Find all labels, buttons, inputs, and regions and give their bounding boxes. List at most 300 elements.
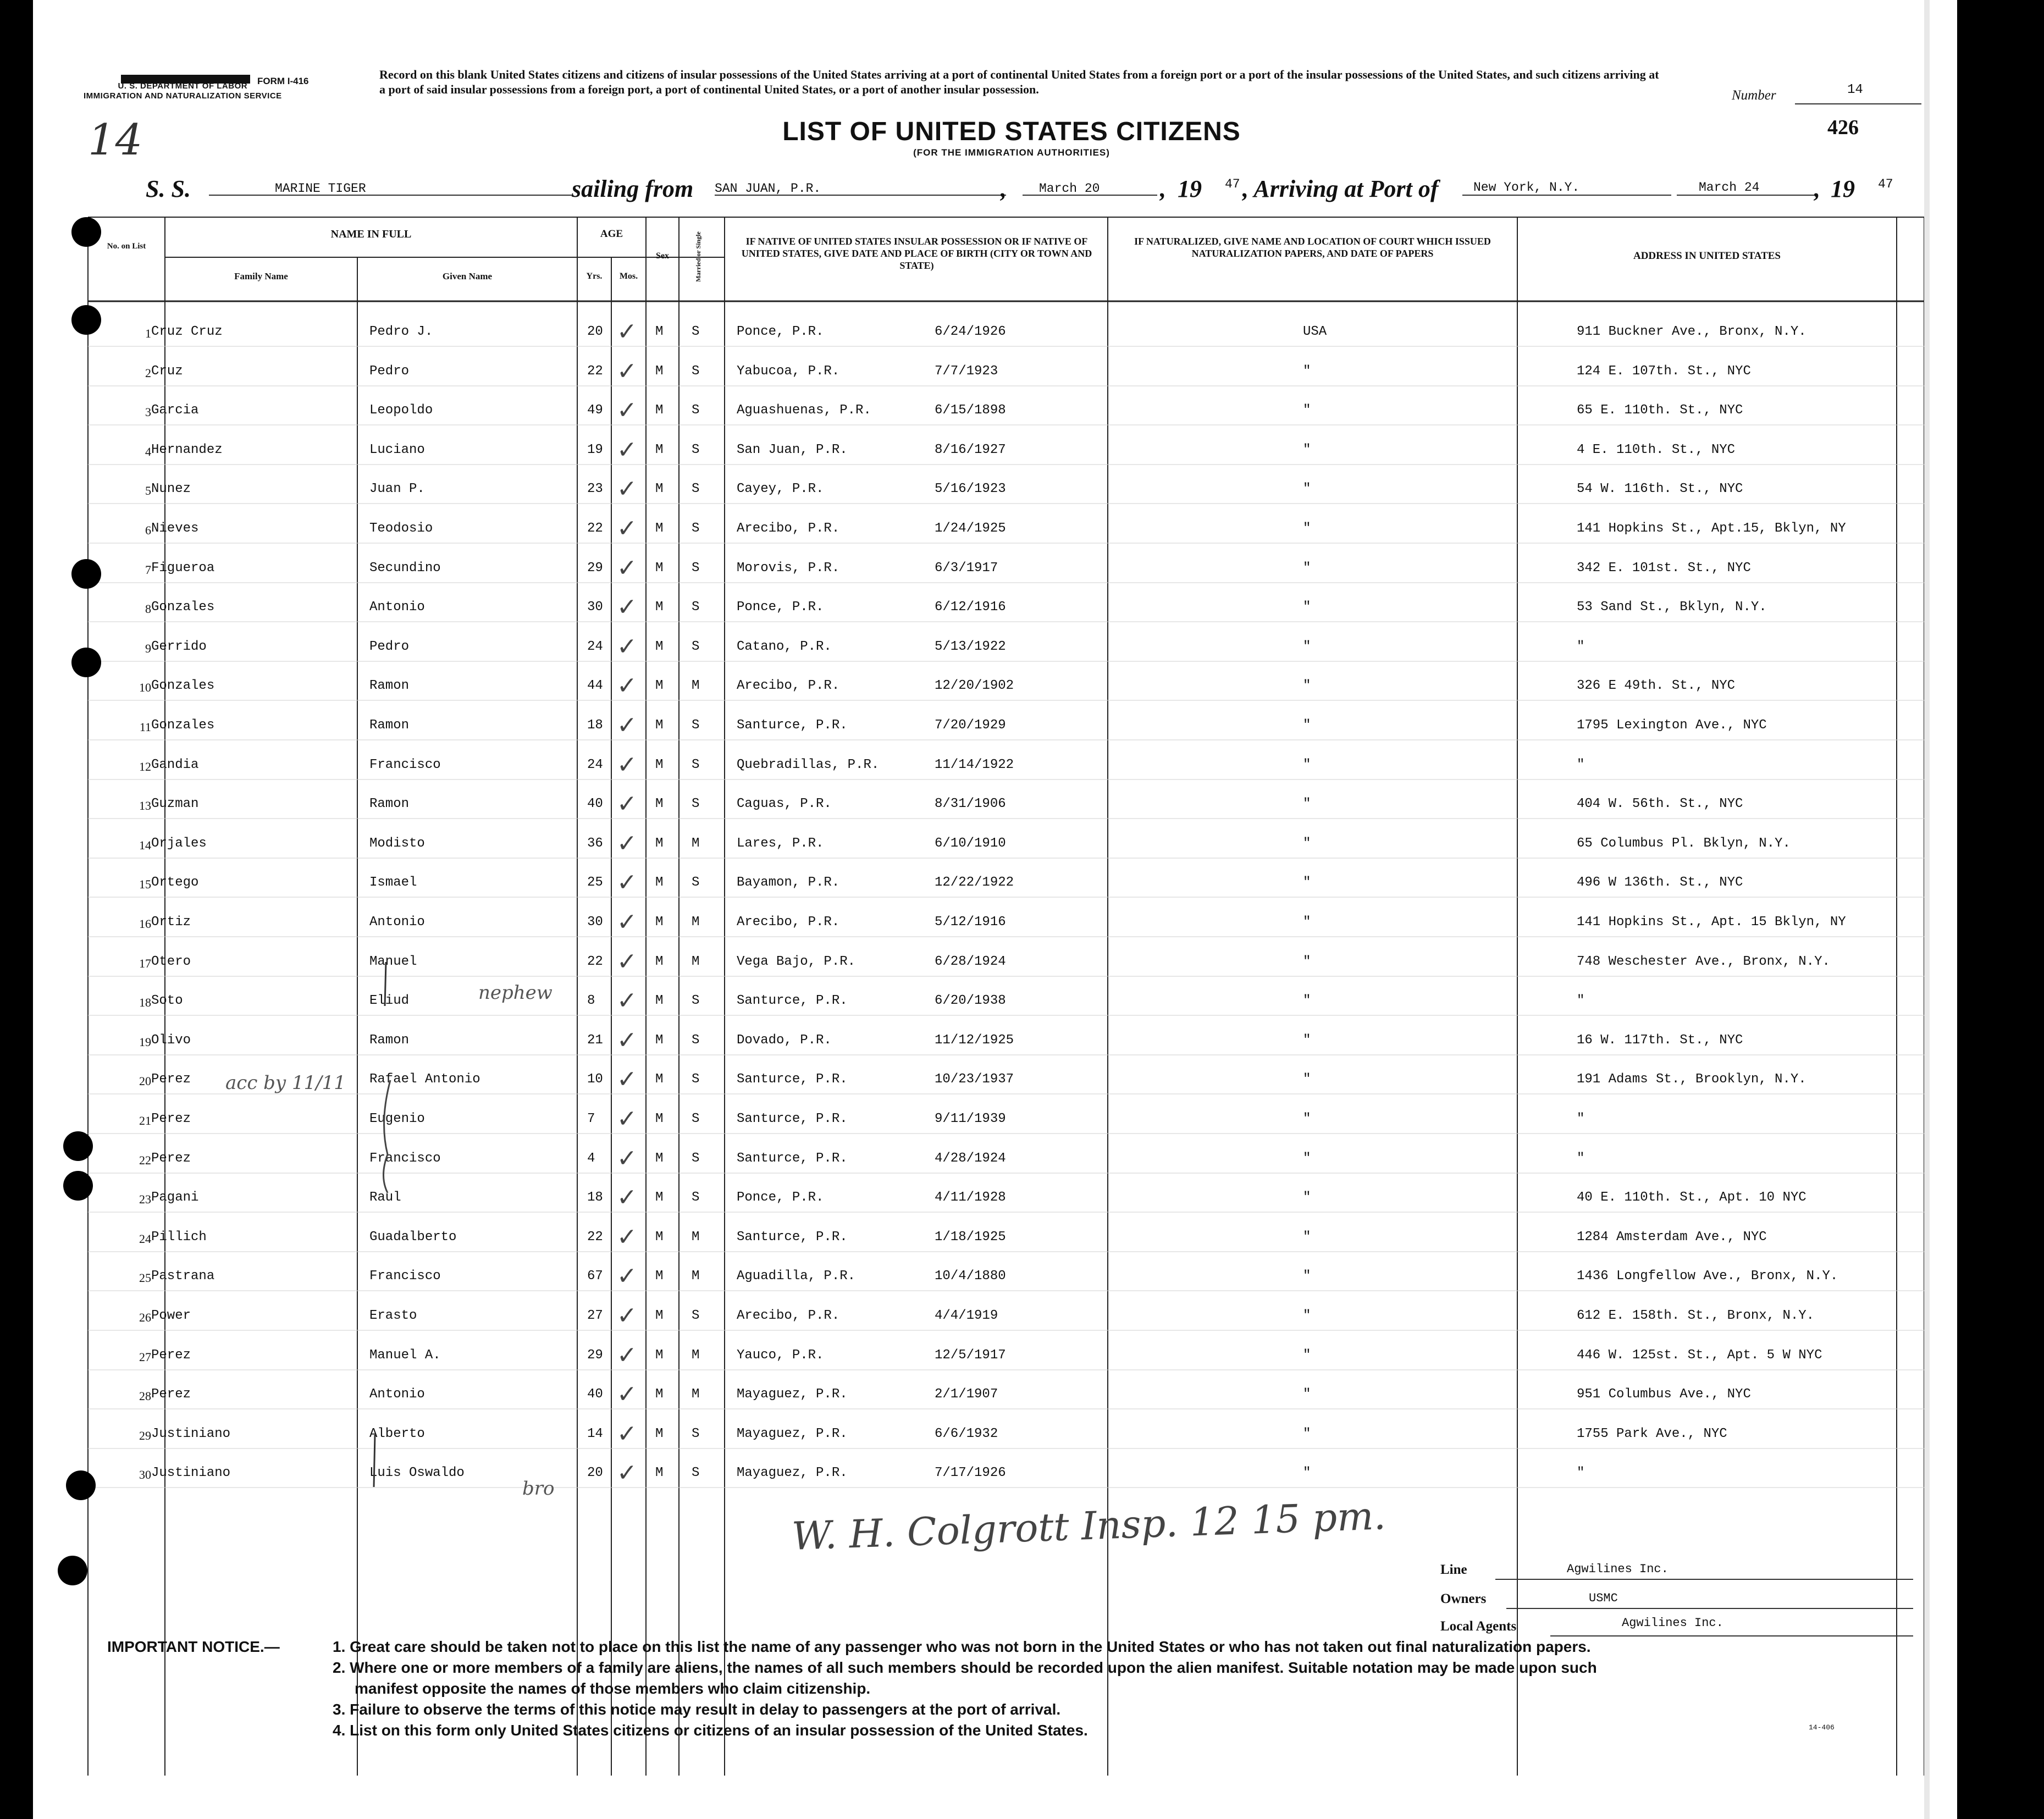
sex-cell: M <box>655 1112 664 1126</box>
given-name-cell: Pedro <box>369 363 410 379</box>
sail-year-prefix: 19 <box>1178 175 1202 202</box>
age-cell: 18 <box>587 718 603 733</box>
address-cell: 1436 Longfellow Ave., Bronx, N.Y. <box>1577 1269 1838 1284</box>
row-number: 7 <box>145 562 151 577</box>
check-mark-icon: ✓ <box>617 1302 637 1329</box>
agency-name: U. S. DEPARTMENT OF LABOR <box>118 81 248 91</box>
age-cell: 18 <box>587 1190 603 1206</box>
given-name-cell: Modisto <box>369 836 425 851</box>
check-mark-icon: ✓ <box>617 751 637 778</box>
family-name-cell: Guzman <box>151 797 199 812</box>
notice-item-3: 3. Failure to observe the terms of this notice may result in delay to passengers at the port of arrival. <box>333 1701 1061 1718</box>
marital-status-cell: S <box>692 324 700 339</box>
marital-status-cell: S <box>692 1112 700 1126</box>
check-mark-icon: ✓ <box>617 830 637 857</box>
given-name-cell: Ismael <box>369 875 417 891</box>
age-cell: 25 <box>587 875 603 891</box>
birth-date-cell: 6/28/1924 <box>935 954 1006 969</box>
given-name-cell: Guadalberto <box>369 1229 457 1245</box>
check-mark-icon: ✓ <box>617 633 637 660</box>
sex-cell: M <box>655 1347 664 1363</box>
birthplace-cell: Quebradillas, P.R. <box>737 757 880 772</box>
check-mark-icon: ✓ <box>617 1341 637 1369</box>
notice-item-1: 1. Great care should be taken not to place on this list the name of any passenger who was not born in the United States or who has not taken out final naturalization papers. <box>333 1638 1591 1655</box>
birthplace-cell: Santurce, P.R. <box>737 1151 848 1166</box>
marital-status-cell: S <box>692 1032 700 1048</box>
birth-date-cell: 8/16/1927 <box>935 442 1006 457</box>
check-mark-icon: ✓ <box>617 1145 637 1172</box>
row-number: 25 <box>139 1271 151 1285</box>
marital-status-cell: M <box>692 1229 700 1245</box>
family-name-cell: Soto <box>151 993 183 1009</box>
sex-cell: M <box>655 560 664 576</box>
marital-status-cell: S <box>692 521 700 536</box>
address-cell: 40 E. 110th. St., Apt. 10 NYC <box>1577 1190 1807 1206</box>
given-name-cell: Francisco <box>369 757 441 772</box>
col-mos-header: Mos. <box>619 272 638 281</box>
naturalization-cell: " <box>1303 1269 1311 1284</box>
sex-cell: M <box>655 1269 664 1284</box>
sex-cell: M <box>655 1387 664 1402</box>
age-cell: 30 <box>587 915 603 930</box>
birthplace-cell: Aguashuenas, P.R. <box>737 403 871 418</box>
address-cell: 326 E 49th. St., NYC <box>1577 678 1736 694</box>
family-name-cell: Perez <box>151 1072 191 1087</box>
address-cell: 1795 Lexington Ave., NYC <box>1577 718 1767 733</box>
birth-date-cell: 8/31/1906 <box>935 797 1006 812</box>
birthplace-cell: Bayamon, P.R. <box>737 875 840 891</box>
row-number: 9 <box>145 641 151 655</box>
marital-status-cell: S <box>692 1072 700 1087</box>
birthplace-cell: Vega Bajo, P.R. <box>737 954 856 969</box>
marital-status-cell: S <box>692 875 700 891</box>
birth-date-cell: 7/7/1923 <box>935 363 998 379</box>
arrival-port: New York, N.Y. <box>1473 180 1580 195</box>
birthplace-cell: Aguadilla, P.R. <box>737 1269 856 1284</box>
naturalization-cell: USA <box>1303 324 1327 339</box>
birth-date-cell: 9/11/1939 <box>935 1112 1006 1126</box>
birthplace-cell: Catano, P.R. <box>737 639 832 654</box>
family-name-cell: Justiniano <box>151 1466 231 1481</box>
birth-date-cell: 1/18/1925 <box>935 1229 1006 1245</box>
row-number: 16 <box>139 917 151 931</box>
given-name-cell: Antonio <box>369 1387 425 1402</box>
naturalization-cell: " <box>1303 836 1311 851</box>
family-name-cell: Gonzales <box>151 678 215 694</box>
marital-status-cell: S <box>692 482 700 497</box>
marital-status-cell: S <box>692 797 700 812</box>
marital-status-cell: S <box>692 993 700 1009</box>
marital-status-cell: M <box>692 836 700 851</box>
check-mark-icon: ✓ <box>617 1026 637 1054</box>
marital-status-cell: S <box>692 1190 700 1206</box>
punch-hole <box>71 648 101 677</box>
family-name-cell: Nunez <box>151 482 191 497</box>
naturalization-cell: " <box>1303 1387 1311 1402</box>
address-cell: 748 Weschester Ave., Bronx, N.Y. <box>1577 954 1830 969</box>
naturalization-cell: " <box>1303 560 1311 576</box>
naturalization-cell: " <box>1303 1151 1311 1166</box>
birthplace-cell: Santurce, P.R. <box>737 993 848 1009</box>
address-cell: 446 W. 125st. St., Apt. 5 W NYC <box>1577 1347 1822 1363</box>
age-cell: 4 <box>587 1151 595 1166</box>
row-number: 27 <box>139 1350 151 1364</box>
family-bracket-marks-2 <box>363 1432 385 1492</box>
handwritten-accompanied: acc by 11/11 <box>225 1072 346 1094</box>
marital-status-cell: S <box>692 403 700 418</box>
address-cell: 496 W 136th. St., NYC <box>1577 875 1743 891</box>
marital-status-cell: S <box>692 1466 700 1481</box>
naturalization-cell: " <box>1303 1347 1311 1363</box>
marital-status-cell: M <box>692 1387 700 1402</box>
family-name-cell: Orjales <box>151 836 207 851</box>
birth-date-cell: 6/15/1898 <box>935 403 1006 418</box>
check-mark-icon: ✓ <box>617 357 637 385</box>
given-name-cell: Eliud <box>369 993 410 1009</box>
birth-date-cell: 6/10/1910 <box>935 836 1006 851</box>
punch-hole <box>71 217 101 247</box>
family-name-cell: Pastrana <box>151 1269 215 1284</box>
age-cell: 23 <box>587 482 603 497</box>
agents-value: Agwilines Inc. <box>1622 1616 1723 1630</box>
marital-status-cell: S <box>692 718 700 733</box>
sex-cell: M <box>655 482 664 497</box>
birthplace-cell: Ponce, P.R. <box>737 1190 824 1206</box>
birthplace-cell: Yabucoa, P.R. <box>737 363 840 379</box>
number-label: Number <box>1732 88 1776 103</box>
given-name-cell: Eugenio <box>369 1112 425 1126</box>
given-name-cell: Juan P. <box>369 482 425 497</box>
birthplace-cell: San Juan, P.R. <box>737 442 848 457</box>
age-cell: 8 <box>587 993 595 1009</box>
sex-cell: M <box>655 324 664 339</box>
birth-date-cell: 5/13/1922 <box>935 639 1006 654</box>
sailing-label: sailing from <box>572 175 694 202</box>
age-cell: 36 <box>587 836 603 851</box>
naturalization-cell: " <box>1303 1466 1311 1481</box>
marital-status-cell: S <box>692 363 700 379</box>
address-cell: 1755 Park Ave., NYC <box>1577 1426 1727 1441</box>
row-number: 20 <box>139 1074 151 1088</box>
address-cell: 141 Hopkins St., Apt. 15 Bklyn, NY <box>1577 915 1846 930</box>
row-number: 6 <box>145 523 151 537</box>
row-number: 17 <box>139 956 151 970</box>
given-name-cell: Francisco <box>369 1151 441 1166</box>
age-cell: 29 <box>587 560 603 576</box>
col-no-header: No. on List <box>107 242 146 251</box>
sex-cell: M <box>655 403 664 418</box>
given-name-cell: Pedro J. <box>369 324 433 339</box>
from-port: SAN JUAN, P.R. <box>715 181 821 196</box>
marital-status-cell: M <box>692 678 700 694</box>
age-cell: 49 <box>587 403 603 418</box>
check-mark-icon: ✓ <box>617 948 637 975</box>
birth-date-cell: 6/3/1917 <box>935 560 998 576</box>
service-name: IMMIGRATION AND NATURALIZATION SERVICE <box>84 91 282 101</box>
address-cell: " <box>1577 1112 1585 1126</box>
address-cell: 1284 Amsterdam Ave., NYC <box>1577 1229 1767 1245</box>
check-mark-icon: ✓ <box>617 672 637 700</box>
birthplace-cell: Cayey, P.R. <box>737 482 824 497</box>
notice-item-4: 4. List on this form only United States citizens or citizens of an insular possession of the United States. <box>333 1722 1088 1739</box>
col-marital-header: Married or Single <box>694 231 702 282</box>
birth-date-cell: 11/12/1925 <box>935 1032 1014 1048</box>
age-cell: 22 <box>587 363 603 379</box>
age-cell: 44 <box>587 678 603 694</box>
family-name-cell: Pagani <box>151 1190 199 1206</box>
punch-hole <box>71 305 101 335</box>
row-number: 30 <box>139 1468 151 1482</box>
check-mark-icon: ✓ <box>617 869 637 897</box>
check-mark-icon: ✓ <box>617 397 637 424</box>
line-value: Agwilines Inc. <box>1567 1562 1669 1576</box>
row-number: 29 <box>139 1428 151 1442</box>
row-number: 14 <box>139 838 151 852</box>
check-mark-icon: ✓ <box>617 1105 637 1132</box>
col-sex-header: Sex <box>656 251 669 261</box>
birth-date-cell: 6/20/1938 <box>935 993 1006 1009</box>
notice-item-2: 2. Where one or more members of a family are aliens, the names of all such members should be recorded upon the alien manifest. Suitable notation may be made upon such <box>333 1659 1597 1676</box>
address-cell: 65 Columbus Pl. Bklyn, N.Y. <box>1577 836 1791 851</box>
address-cell: " <box>1577 993 1585 1009</box>
family-bracket-marks <box>363 957 410 1198</box>
age-cell: 40 <box>587 1387 603 1402</box>
page-title: LIST OF UNITED STATES CITIZENS <box>782 117 1241 146</box>
birthplace-cell: Mayaguez, P.R. <box>737 1466 848 1481</box>
naturalization-cell: " <box>1303 678 1311 694</box>
birth-date-cell: 5/16/1923 <box>935 482 1006 497</box>
sex-cell: M <box>655 1032 664 1048</box>
check-mark-icon: ✓ <box>617 594 637 621</box>
address-cell: 911 Buckner Ave., Bronx, N.Y. <box>1577 324 1807 339</box>
line-label: Line <box>1440 1562 1467 1577</box>
check-mark-icon: ✓ <box>617 436 637 463</box>
birthplace-cell: Caguas, P.R. <box>737 797 832 812</box>
family-name-cell: Cruz <box>151 363 183 379</box>
given-name-cell: Manuel <box>369 954 417 969</box>
check-mark-icon: ✓ <box>617 1420 637 1447</box>
sex-cell: M <box>655 1190 664 1206</box>
sex-cell: M <box>655 718 664 733</box>
sheet-edge <box>1924 0 1930 1819</box>
age-cell: 24 <box>587 757 603 772</box>
sex-cell: M <box>655 1426 664 1441</box>
sex-cell: M <box>655 639 664 654</box>
given-name-cell: Ramon <box>369 678 410 694</box>
age-cell: 14 <box>587 1426 603 1441</box>
birthplace-cell: Dovado, P.R. <box>737 1032 832 1048</box>
col-family-header: Family Name <box>234 271 288 281</box>
given-name-cell: Ramon <box>369 1032 410 1048</box>
col-name-header: NAME IN FULL <box>330 228 412 240</box>
birthplace-cell: Arecibo, P.R. <box>737 915 840 930</box>
address-cell: 191 Adams St., Brooklyn, N.Y. <box>1577 1072 1807 1087</box>
handwritten-list-number: 14 <box>88 115 143 165</box>
address-cell: 612 E. 158th. St., Bronx, N.Y. <box>1577 1308 1815 1323</box>
birth-date-cell: 12/5/1917 <box>935 1347 1006 1363</box>
arrival-year: 47 <box>1878 177 1893 191</box>
family-name-cell: Power <box>151 1308 191 1323</box>
handwritten-nephew: nephew <box>478 982 553 1004</box>
marital-status-cell: S <box>692 1308 700 1323</box>
family-name-cell: Gerrido <box>151 639 207 654</box>
birth-date-cell: 6/24/1926 <box>935 324 1006 339</box>
arrival-year-prefix: 19 <box>1831 175 1855 202</box>
sex-cell: M <box>655 1229 664 1245</box>
marital-status-cell: M <box>692 1269 700 1284</box>
birth-date-cell: 7/20/1929 <box>935 718 1006 733</box>
marital-status-cell: S <box>692 600 700 615</box>
birthplace-cell: Santurce, P.R. <box>737 1112 848 1126</box>
age-cell: 27 <box>587 1308 603 1323</box>
birth-date-cell: 7/17/1926 <box>935 1466 1006 1481</box>
marital-status-cell: S <box>692 757 700 772</box>
address-cell: 342 E. 101st. St., NYC <box>1577 560 1751 576</box>
age-cell: 29 <box>587 1347 603 1363</box>
row-number: 23 <box>139 1192 151 1207</box>
col-naturalized-header: IF NATURALIZED, GIVE NAME AND LOCATION OF COURT WHICH ISSUED NATURALIZATION PAPERS, AND DATE OF PAPERS <box>1134 236 1491 259</box>
check-mark-icon: ✓ <box>617 987 637 1015</box>
given-name-cell: Francisco <box>369 1269 441 1284</box>
birthplace-cell: Mayaguez, P.R. <box>737 1426 848 1441</box>
naturalization-cell: " <box>1303 600 1311 615</box>
row-number: 21 <box>139 1114 151 1127</box>
check-mark-icon: ✓ <box>617 1381 637 1408</box>
col-age-header: AGE <box>600 228 623 240</box>
sex-cell: M <box>655 915 664 930</box>
sex-cell: M <box>655 757 664 772</box>
naturalization-cell: " <box>1303 993 1311 1009</box>
age-cell: 7 <box>587 1112 595 1126</box>
col-yrs-header: Yrs. <box>586 272 603 281</box>
check-mark-icon: ✓ <box>617 909 637 936</box>
ss-label: S. S. <box>146 175 191 202</box>
page-number: 426 <box>1827 116 1859 139</box>
address-cell: " <box>1577 639 1585 654</box>
family-name-cell: Justiniano <box>151 1426 231 1441</box>
family-name-cell: Gandia <box>151 757 199 772</box>
owners-label: Owners <box>1440 1591 1487 1606</box>
sex-cell: M <box>655 363 664 379</box>
check-mark-icon: ✓ <box>617 515 637 542</box>
row-number: 4 <box>145 444 151 458</box>
address-cell: " <box>1577 1466 1585 1481</box>
marital-status-cell: S <box>692 1151 700 1166</box>
family-name-cell: Cruz Cruz <box>151 324 223 339</box>
number-value: 14 <box>1847 82 1863 97</box>
age-cell: 22 <box>587 521 603 536</box>
arrival-date: March 24 <box>1699 180 1760 195</box>
sex-cell: M <box>655 1466 664 1481</box>
age-cell: 22 <box>587 954 603 969</box>
given-name-cell: Antonio <box>369 915 425 930</box>
sex-cell: M <box>655 875 664 891</box>
address-cell: 124 E. 107th. St., NYC <box>1577 363 1751 379</box>
naturalization-cell: " <box>1303 1426 1311 1441</box>
given-name-cell: Leopoldo <box>369 403 433 418</box>
check-mark-icon: ✓ <box>617 1263 637 1290</box>
age-cell: 20 <box>587 324 603 339</box>
age-cell: 40 <box>587 797 603 812</box>
address-cell: 16 W. 117th. St., NYC <box>1577 1032 1743 1048</box>
manifest-sheet: FORM I-416 U. S. DEPARTMENT OF LABOR IMMIGRATION AND NATURALIZATION SERVICE Record on this blank United States citizens and citizens of insular possessions of the United States arriving at a port of continental United States from a foreign port or a port of the insular possessions of the United States, and such citizens arriving at a port of said insular possessions from a foreign port, a port of continental United States, or a port of another insular possession. Number 14 14 LIST OF UNITED STATES CITIZENS (FOR THE IMMIGRATION AUTHORITIES) 426 S. S. MARINE TIGER sailing from SAN JUAN, P.R. , March 20 , 19 47 , Arriving at Port of New York, N.Y. March 24 , 19 47 No. on List NAME IN FULL Family Name Given Name AGE Yrs. Mos. Sex Married or Single IF NATIVE OF UNITED STATES INSULAR POSSESSION OR IF NATIVE OF UNITED STATES, GIVE DATE AND PLACE OF BIRTH (CITY OR TOWN AND STATE) IF NATURALIZED, GIVE NAME AND LOCATION OF COURT WHICH ISSUED NATURALIZATION PAPERS, AND DATE OF PAPERS ADDRESS IN UNITED STATES 1 Cruz Cruz Pedro J. 20 M S Ponce, P.R. 6/24/1926 USA 911 Buckner Ave., Bronx, N.Y. ✓ 2 Cruz Pedro 22 M S Yabucoa, P.R. 7/7/1923 " 124 E. 107th. St., NYC ✓ 3 Garcia Leopoldo 49 M S Aguashuenas, P.R. 6/15/1898 " 65 E. 110th. St., NYC ✓ 4 Hernandez Luciano 19 M S San Juan, P.R. 8/16/1927 " 4 E. 110th. St., NYC ✓ 5 Nunez Juan P. 23 M S Cayey, P.R. 5/16/1923 " 54 W. 116th. St., NYC ✓ 6 Nieves Teodosio 22 M S Arecibo, P.R. 1/24/1925 " 141 Hopkins St., Apt.15, Bklyn, NY ✓ 7 Figueroa Secundino 29 M S Morovis, P.R. 6/3/1917 " 342 E. 101st. St., NYC ✓ 8 Gonzales Antonio 30 M S Ponce, P.R. 6/12/1916 " 53 Sand St., Bklyn, N.Y. ✓ 9 Gerrido Pedro 24 M S Catano, P.R. 5/13/1922 " " ✓ 10 Gonzales Ramon 44 M M Arecibo, P.R. 12/20/1902 " 326 E 49th. St., NYC ✓ 11 Gonzales Ramon 18 M S Santurce, P.R. 7/20/1929 " 1795 Lexington Ave., NYC ✓ 12 Gandia Francisco 24 M S Quebradillas, P.R. 11/14/1922 " " ✓ 13 Guzman Ramon 40 M S Caguas, P.R. 8/31/1906 " 404 W. 56th. St., NYC ✓ 14 Orjales Modisto 36 M M Lares, P.R. 6/10/1910 " 65 Columbus Pl. Bklyn, N.Y. ✓ 15 Ortego Ismael 25 M S Bayamon, P.R. 12/22/1922 " 496 W 136th. St., NYC ✓ 16 Ortiz Antonio 30 M M Arecibo, P.R. 5/12/1916 " 141 Hopkins St., Apt. 15 Bklyn, NY ✓ 17 Otero Manuel 22 M M Vega Bajo, P.R. 6/28/1924 " 748 Weschester Ave., Bronx, N.Y. ✓ 18 Soto Eliud 8 M S Santurce, P.R. 6/20/1938 " " ✓ 19 Olivo Ramon 21 M S Dovado, P.R. 11/12/1925 " 16 W. 117th. St., NYC ✓ 20 Perez Rafael Antonio 10 M S Santurce, P.R. 10/23/1937 " 191 Adams St., Brooklyn, N.Y. ✓ 21 Perez Eugenio 7 M S Santurce, P.R. 9/11/1939 " " ✓ 22 Perez Francisco 4 M S Santurce, P.R. 4/28/1924 " " ✓ 23 Pagani Raul 18 M S Ponce, P.R. 4/11/1928 " 40 E. 110th. St., Apt. 10 NYC ✓ 24 Pillich Guadalberto 22 M M Santurce, P.R. 1/18/1925 " 1284 Amsterdam Ave., NYC ✓ 25 Pastrana Francisco 67 M M Aguadilla, P.R. 10/4/1880 " 1436 Longfellow Ave., Bronx, N.Y. ✓ 26 Power Erasto 27 M S Arecibo, P.R. 4/4/1919 " 612 E. 158th. St., Bronx, N.Y. ✓ 27 Perez Manuel A. 29 M M Yauco, P.R. 12/5/1917 " 446 W. 125st. St., Apt. 5 W NYC ✓ 28 Perez Antonio 40 M M Mayaguez, P.R. 2/1/1907 " 951 Columbus Ave., NYC ✓ 29 Justiniano Alberto 14 M S Mayaguez, P.R. 6/6/1932 " 1755 Park Ave., NYC ✓ 30 Justiniano Luis Oswaldo 20 M S Mayaguez, P.R. 7/17/1926 " " ✓ nephew acc by 11/11 bro W. H. Colgrott Insp. 12 15 pm. Line Agwilines Inc. Owners USMC Local Agents Agwilines Inc. IMPORTANT NOTICE.— 1. Great care should be taken not to place on this list the name of any passenger who was not born in the United States or who has not taken out final naturalization papers. 2. Where one or more members of a family are aliens, the names of all such members should be recorded upon the alien manifest. Suitable notation may be made upon such manifest opposite the names of those members who claim citizenship. 3. Failure to observe the terms of this notice may result in delay to passengers at the port of arrival. 4. List on this form only United States citizens or citizens of an insular possession of the United States. 14-406 <box>33 0 1957 1819</box>
age-cell: 30 <box>587 600 603 615</box>
check-mark-icon: ✓ <box>617 1066 637 1093</box>
birth-date-cell: 6/12/1916 <box>935 600 1006 615</box>
check-mark-icon: ✓ <box>617 712 637 739</box>
check-mark-icon: ✓ <box>617 554 637 582</box>
naturalization-cell: " <box>1303 363 1311 379</box>
punch-hole <box>58 1556 87 1585</box>
naturalization-cell: " <box>1303 1308 1311 1323</box>
naturalization-cell: " <box>1303 442 1311 457</box>
family-name-cell: Olivo <box>151 1032 191 1048</box>
row-number: 28 <box>139 1389 151 1403</box>
family-name-cell: Pillich <box>151 1229 207 1245</box>
marital-status-cell: M <box>692 1347 700 1363</box>
col-address-header: ADDRESS IN UNITED STATES <box>1633 250 1781 262</box>
given-name-cell: Alberto <box>369 1426 425 1441</box>
sex-cell: M <box>655 1308 664 1323</box>
birthplace-cell: Ponce, P.R. <box>737 600 824 615</box>
row-number: 8 <box>145 602 151 616</box>
family-name-cell: Otero <box>151 954 191 969</box>
birth-date-cell: 12/20/1902 <box>935 678 1014 694</box>
birth-date-cell: 10/23/1937 <box>935 1072 1014 1087</box>
row-number: 2 <box>145 366 151 380</box>
sex-cell: M <box>655 1151 664 1166</box>
col-given-header: Given Name <box>442 271 493 281</box>
family-name-cell: Nieves <box>151 521 199 536</box>
sex-cell: M <box>655 993 664 1009</box>
form-number: FORM I-416 <box>257 76 309 86</box>
row-number: 11 <box>139 720 151 734</box>
row-number: 15 <box>139 877 151 892</box>
address-cell: 141 Hopkins St., Apt.15, Bklyn, NY <box>1577 521 1846 536</box>
col-birth-header: IF NATIVE OF UNITED STATES INSULAR POSSESSION OR IF NATIVE OF UNITED STATES, GIVE DATE AND PLACE OF BIRTH (CITY OR TOWN AND STATE) <box>741 236 1092 271</box>
naturalization-cell: " <box>1303 403 1311 418</box>
birth-date-cell: 6/6/1932 <box>935 1426 998 1441</box>
given-name-cell: Pedro <box>369 639 410 654</box>
punch-hole <box>63 1171 93 1201</box>
address-cell: 4 E. 110th. St., NYC <box>1577 442 1736 457</box>
notice-label: IMPORTANT NOTICE.— <box>107 1638 280 1655</box>
arriving-label: , Arriving at Port of <box>1242 175 1439 202</box>
handwritten-bro: bro <box>522 1478 555 1500</box>
age-cell: 20 <box>587 1466 603 1481</box>
birth-date-cell: 11/14/1922 <box>935 757 1014 772</box>
naturalization-cell: " <box>1303 875 1311 891</box>
birthplace-cell: Morovis, P.R. <box>737 560 840 576</box>
row-number: 3 <box>145 405 151 419</box>
row-number: 10 <box>139 681 151 695</box>
age-cell: 67 <box>587 1269 603 1284</box>
row-number: 12 <box>139 759 151 773</box>
sail-date: March 20 <box>1039 181 1100 196</box>
age-cell: 10 <box>587 1072 603 1087</box>
birthplace-cell: Arecibo, P.R. <box>737 678 840 694</box>
naturalization-cell: " <box>1303 1229 1311 1245</box>
address-cell: 54 W. 116th. St., NYC <box>1577 482 1743 497</box>
given-name-cell: Teodosio <box>369 521 433 536</box>
naturalization-cell: " <box>1303 1072 1311 1087</box>
punch-hole <box>66 1470 96 1500</box>
page-subtitle: (FOR THE IMMIGRATION AUTHORITIES) <box>913 147 1110 158</box>
naturalization-cell: " <box>1303 757 1311 772</box>
ship-name: MARINE TIGER <box>275 181 366 196</box>
birth-date-cell: 4/28/1924 <box>935 1151 1006 1166</box>
age-cell: 22 <box>587 1229 603 1245</box>
